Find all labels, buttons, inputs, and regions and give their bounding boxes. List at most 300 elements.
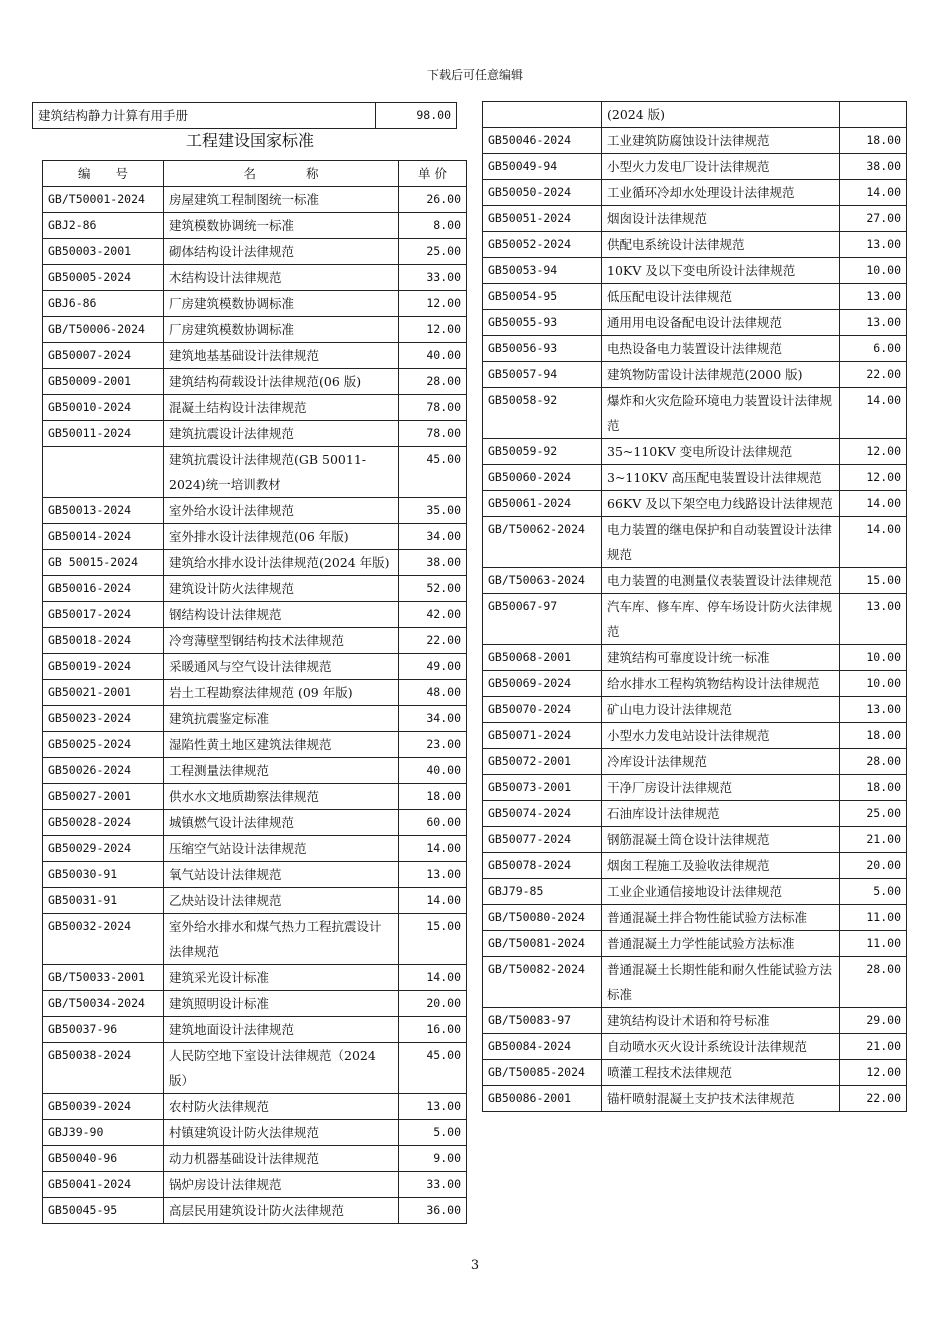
standard-price: 25.00 — [399, 239, 467, 265]
table-row — [483, 491, 907, 517]
standard-name: 给水排水工程构筑物结构设计法律规范 — [602, 671, 840, 697]
standard-name: 压缩空气站设计法律规范 — [164, 836, 399, 862]
standard-name: 普通混凝土拌合物性能试验方法标准 — [602, 905, 840, 931]
table-row — [43, 810, 467, 836]
table-row — [483, 671, 907, 697]
table-row — [483, 362, 907, 388]
standard-code: GB50019-2024 — [43, 654, 164, 680]
standard-name: 汽车库、修车库、停车场设计防火法律规范 — [602, 594, 840, 645]
table-row — [43, 1017, 467, 1043]
table-row — [43, 991, 467, 1017]
standard-price: 8.00 — [399, 213, 467, 239]
standard-price: 38.00 — [399, 550, 467, 576]
section-title: 工程建设国家标准 — [185, 131, 314, 150]
column-header-code: 编 号 — [43, 161, 164, 187]
standard-name: 烟囱工程施工及验收法律规范 — [602, 853, 840, 879]
standard-code: GB50050-2024 — [483, 180, 602, 206]
table-row — [483, 180, 907, 206]
standard-name: 建筑物防雷设计法律规范(2000 版) — [602, 362, 840, 388]
standard-code: GB50009-2001 — [43, 369, 164, 395]
standard-name: 矿山电力设计法律规范 — [602, 697, 840, 723]
standard-code: GB50068-2001 — [483, 645, 602, 671]
standard-code: GB50041-2024 — [43, 1172, 164, 1198]
table-row — [483, 723, 907, 749]
standard-price: 45.00 — [399, 1043, 467, 1094]
standard-code: GB50049-94 — [483, 154, 602, 180]
standard-price: 9.00 — [399, 1146, 467, 1172]
standard-price: 48.00 — [399, 680, 467, 706]
standard-code: GB50038-2024 — [43, 1043, 164, 1094]
table-row — [483, 388, 907, 439]
standard-name: 钢筋混凝土筒仓设计法律规范 — [602, 827, 840, 853]
table-row — [483, 827, 907, 853]
standard-name: 房屋建筑工程制图统一标准 — [164, 187, 399, 213]
standard-price: 34.00 — [399, 706, 467, 732]
standard-code: GB50055-93 — [483, 310, 602, 336]
standard-code: GB50031-91 — [43, 888, 164, 914]
standard-price: 14.00 — [399, 836, 467, 862]
standard-price: 33.00 — [399, 265, 467, 291]
standard-price: 13.00 — [399, 1094, 467, 1120]
standard-price: 5.00 — [399, 1120, 467, 1146]
table-row — [43, 680, 467, 706]
standard-name: 人民防空地下室设计法律规范（2024 版） — [164, 1043, 399, 1094]
standard-name: 自动喷水灭火设计系统设计法律规范 — [602, 1034, 840, 1060]
standard-name: 高层民用建筑设计防火法律规范 — [164, 1198, 399, 1224]
standard-name: 建筑设计防火法律规范 — [164, 576, 399, 602]
standard-price: 78.00 — [399, 395, 467, 421]
standard-name: 氧气站设计法律规范 — [164, 862, 399, 888]
table-row — [483, 310, 907, 336]
table-row — [43, 602, 467, 628]
standard-price: 28.00 — [840, 957, 907, 1008]
standard-code: GB50027-2001 — [43, 784, 164, 810]
table-row — [43, 706, 467, 732]
table-header-row — [43, 161, 467, 187]
standard-code: GB50045-95 — [43, 1198, 164, 1224]
standard-price: 5.00 — [840, 879, 907, 905]
standard-code: GBJ6-86 — [43, 291, 164, 317]
standard-code: GB50040-96 — [43, 1146, 164, 1172]
standard-price: 35.00 — [399, 498, 467, 524]
table-row — [43, 654, 467, 680]
standard-price: 13.00 — [840, 594, 907, 645]
standard-price: 12.00 — [840, 1060, 907, 1086]
standard-code — [43, 447, 164, 498]
standard-code: GB50084-2024 — [483, 1034, 602, 1060]
standard-name: 35~110KV 变电所设计法律规范 — [602, 439, 840, 465]
standards-list-right — [483, 102, 907, 1112]
standard-price: 18.00 — [399, 784, 467, 810]
table-row — [43, 1172, 467, 1198]
standard-name: 3~110KV 高压配电装置设计法律规范 — [602, 465, 840, 491]
table-row — [483, 154, 907, 180]
standard-code: GBJ39-90 — [43, 1120, 164, 1146]
table-row — [483, 1008, 907, 1034]
standard-code: GB/T50001-2024 — [43, 187, 164, 213]
standard-name: 厂房建筑模数协调标准 — [164, 317, 399, 343]
standard-name: 普通混凝土长期性能和耐久性能试验方法标准 — [602, 957, 840, 1008]
standard-price: 14.00 — [840, 180, 907, 206]
standard-code: GB50005-2024 — [43, 265, 164, 291]
standard-code: GB/T50062-2024 — [483, 517, 602, 568]
standards-table-right — [482, 101, 907, 1112]
standard-code: GB50053-94 — [483, 258, 602, 284]
standard-code: GB50059-92 — [483, 439, 602, 465]
table-row — [483, 439, 907, 465]
standard-code: GB50054-95 — [483, 284, 602, 310]
standard-code: GB50072-2001 — [483, 749, 602, 775]
standard-price: 10.00 — [840, 645, 907, 671]
standard-price: 28.00 — [840, 749, 907, 775]
table-row — [43, 1146, 467, 1172]
standard-name: 室外给水排水和煤气热力工程抗震设计法律规范 — [164, 914, 399, 965]
column-header-price: 单 价 — [399, 161, 467, 187]
standard-code: GB50061-2024 — [483, 491, 602, 517]
page-number: 3 — [470, 1258, 480, 1273]
standard-code: GB50014-2024 — [43, 524, 164, 550]
standard-name: 室外给水设计法律规范 — [164, 498, 399, 524]
table-row — [43, 213, 467, 239]
standard-name: 采暖通风与空气设计法律规范 — [164, 654, 399, 680]
table-row — [43, 421, 467, 447]
standard-price: 27.00 — [840, 206, 907, 232]
standard-code: GB50037-96 — [43, 1017, 164, 1043]
standard-code: GB50016-2024 — [43, 576, 164, 602]
standard-code: GB50039-2024 — [43, 1094, 164, 1120]
table-row — [483, 258, 907, 284]
table-row — [43, 1198, 467, 1224]
table-row — [43, 1120, 467, 1146]
table-row — [483, 775, 907, 801]
book-price: 98.00 — [376, 103, 457, 129]
table-row — [483, 594, 907, 645]
standard-name: 工业循环冷却水处理设计法律规范 — [602, 180, 840, 206]
standard-price: 21.00 — [840, 827, 907, 853]
standards-list-left — [43, 187, 467, 1224]
standard-name: 供配电系统设计法律规范 — [602, 232, 840, 258]
standard-name: 工业建筑防腐蚀设计法律规范 — [602, 128, 840, 154]
standard-price: 18.00 — [840, 723, 907, 749]
table-row — [483, 1034, 907, 1060]
standard-name: 农村防火法律规范 — [164, 1094, 399, 1120]
standard-name: 小型火力发电厂设计法律规范 — [602, 154, 840, 180]
table-row — [483, 284, 907, 310]
standard-name: 供水水文地质勘察法律规范 — [164, 784, 399, 810]
standard-price: 16.00 — [399, 1017, 467, 1043]
standard-price: 13.00 — [840, 697, 907, 723]
standard-price: 33.00 — [399, 1172, 467, 1198]
table-row — [43, 1094, 467, 1120]
standard-name: 10KV 及以下变电所设计法律规范 — [602, 258, 840, 284]
table-row — [483, 957, 907, 1008]
standard-price: 34.00 — [399, 524, 467, 550]
standard-price: 12.00 — [840, 439, 907, 465]
table-row — [43, 836, 467, 862]
standard-code: GB50010-2024 — [43, 395, 164, 421]
standard-code: GB50057-94 — [483, 362, 602, 388]
standard-price: 26.00 — [399, 187, 467, 213]
standard-code: GB50017-2024 — [43, 602, 164, 628]
standard-code: GB50013-2024 — [43, 498, 164, 524]
standard-name: 岩土工程勘察法律规范 (09 年版) — [164, 680, 399, 706]
standard-price: 15.00 — [399, 914, 467, 965]
table-row — [43, 369, 467, 395]
table-row — [483, 102, 907, 128]
standard-name: 爆炸和火灾危险环境电力装置设计法律规范 — [602, 388, 840, 439]
standard-code: GB50073-2001 — [483, 775, 602, 801]
standard-code: GB/T50080-2024 — [483, 905, 602, 931]
table-row — [483, 568, 907, 594]
standard-price: 42.00 — [399, 602, 467, 628]
standard-price: 14.00 — [399, 965, 467, 991]
standard-name: 建筑给水排水设计法律规范(2024 年版) — [164, 550, 399, 576]
standard-name: 乙炔站设计法律规范 — [164, 888, 399, 914]
standard-name: 钢结构设计法律规范 — [164, 602, 399, 628]
standard-name: 工程测量法律规范 — [164, 758, 399, 784]
standard-code: GB50021-2001 — [43, 680, 164, 706]
table-row — [43, 265, 467, 291]
standard-price: 12.00 — [399, 317, 467, 343]
table-row — [43, 576, 467, 602]
standard-price: 15.00 — [840, 568, 907, 594]
table-row — [43, 395, 467, 421]
standard-price: 22.00 — [399, 628, 467, 654]
standard-name: 建筑模数协调统一标准 — [164, 213, 399, 239]
standard-code: GB50011-2024 — [43, 421, 164, 447]
standard-code: GB50018-2024 — [43, 628, 164, 654]
standard-name: 冷库设计法律规范 — [602, 749, 840, 775]
standard-name: 建筑采光设计标准 — [164, 965, 399, 991]
standard-name: 动力机器基础设计法律规范 — [164, 1146, 399, 1172]
table-row — [43, 447, 467, 498]
standard-code: GB50052-2024 — [483, 232, 602, 258]
standard-price: 6.00 — [840, 336, 907, 362]
standard-code: GB/T50034-2024 — [43, 991, 164, 1017]
book-name: 建筑结构静力计算有用手册 — [33, 103, 376, 129]
standard-code: GBJ2-86 — [43, 213, 164, 239]
standard-code: GB50051-2024 — [483, 206, 602, 232]
standard-name: 电力装置的电测量仪表装置设计法律规范 — [602, 568, 840, 594]
standard-code: GB50058-92 — [483, 388, 602, 439]
table-row — [43, 758, 467, 784]
standard-price: 25.00 — [840, 801, 907, 827]
standard-name: 混凝土结构设计法律规范 — [164, 395, 399, 421]
standard-name: 66KV 及以下架空电力线路设计法律规范 — [602, 491, 840, 517]
standard-code: GB/T50033-2001 — [43, 965, 164, 991]
standard-code: GB50078-2024 — [483, 853, 602, 879]
table-row — [483, 879, 907, 905]
standard-price: 40.00 — [399, 343, 467, 369]
standard-price: 22.00 — [840, 362, 907, 388]
table-row — [43, 343, 467, 369]
standard-code: GB50025-2024 — [43, 732, 164, 758]
standard-code: GB 50015-2024 — [43, 550, 164, 576]
standard-name: 厂房建筑模数协调标准 — [164, 291, 399, 317]
standard-name: 建筑照明设计标准 — [164, 991, 399, 1017]
table-row — [483, 1086, 907, 1112]
standard-price: 36.00 — [399, 1198, 467, 1224]
table-row — [483, 206, 907, 232]
table-row — [43, 888, 467, 914]
standard-price — [840, 102, 907, 128]
standard-price: 20.00 — [840, 853, 907, 879]
standard-name: 电力装置的继电保护和自动装置设计法律规范 — [602, 517, 840, 568]
standard-name: 建筑地基基础设计法律规范 — [164, 343, 399, 369]
standard-code: GB50032-2024 — [43, 914, 164, 965]
standard-name: 低压配电设计法律规范 — [602, 284, 840, 310]
standard-name: 电热设备电力装置设计法律规范 — [602, 336, 840, 362]
standard-code: GB50028-2024 — [43, 810, 164, 836]
table-row — [43, 524, 467, 550]
standard-price: 60.00 — [399, 810, 467, 836]
standard-code: GB50070-2024 — [483, 697, 602, 723]
standard-code: GB50030-91 — [43, 862, 164, 888]
standard-name: 城镇燃气设计法律规范 — [164, 810, 399, 836]
standard-price: 13.00 — [399, 862, 467, 888]
table-row — [483, 697, 907, 723]
standard-price: 20.00 — [399, 991, 467, 1017]
standard-code: GB/T50063-2024 — [483, 568, 602, 594]
standard-code: GB50086-2001 — [483, 1086, 602, 1112]
standard-price: 49.00 — [399, 654, 467, 680]
standard-name: 工业企业通信接地设计法律规范 — [602, 879, 840, 905]
standard-name: 干净厂房设计法律规范 — [602, 775, 840, 801]
standard-name: 小型水力发电站设计法律规范 — [602, 723, 840, 749]
standard-price: 11.00 — [840, 931, 907, 957]
standard-name: 砌体结构设计法律规范 — [164, 239, 399, 265]
table-row — [43, 187, 467, 213]
top-book-table — [32, 102, 457, 129]
standard-code: GB50077-2024 — [483, 827, 602, 853]
standard-name: 烟囱设计法律规范 — [602, 206, 840, 232]
table-row — [483, 336, 907, 362]
standard-code: GB/T50082-2024 — [483, 957, 602, 1008]
standard-name: 建筑结构荷载设计法律规范(06 版) — [164, 369, 399, 395]
table-row — [483, 465, 907, 491]
standard-price: 38.00 — [840, 154, 907, 180]
table-row — [43, 862, 467, 888]
table-row — [43, 317, 467, 343]
table-row — [43, 239, 467, 265]
table-row — [483, 801, 907, 827]
table-row — [483, 931, 907, 957]
table-row — [483, 128, 907, 154]
table-row — [43, 498, 467, 524]
standard-code — [483, 102, 602, 128]
table-row — [483, 645, 907, 671]
table-row — [43, 550, 467, 576]
standard-code: GB50069-2024 — [483, 671, 602, 697]
column-header-name: 名 称 — [164, 161, 399, 187]
standard-price: 10.00 — [840, 671, 907, 697]
table-row — [483, 853, 907, 879]
table-row — [483, 517, 907, 568]
standard-name: 建筑地面设计法律规范 — [164, 1017, 399, 1043]
standard-code: GB50056-93 — [483, 336, 602, 362]
standard-name: 建筑抗震鉴定标准 — [164, 706, 399, 732]
standard-code: GB50003-2001 — [43, 239, 164, 265]
table-row — [483, 749, 907, 775]
standard-name: 石油库设计法律规范 — [602, 801, 840, 827]
standard-price: 13.00 — [840, 284, 907, 310]
standard-name: 锚杆喷射混凝土支护技术法律规范 — [602, 1086, 840, 1112]
standard-code: GB50074-2024 — [483, 801, 602, 827]
standard-price: 40.00 — [399, 758, 467, 784]
standard-price: 10.00 — [840, 258, 907, 284]
standard-code: GB/T50085-2024 — [483, 1060, 602, 1086]
standard-price: 13.00 — [840, 232, 907, 258]
standard-price: 18.00 — [840, 775, 907, 801]
standard-code: GB50029-2024 — [43, 836, 164, 862]
standard-name: 室外排水设计法律规范(06 年版) — [164, 524, 399, 550]
standard-code: GBJ79-85 — [483, 879, 602, 905]
standard-name: 建筑结构设计术语和符号标准 — [602, 1008, 840, 1034]
table-row — [43, 291, 467, 317]
standard-code: GB50023-2024 — [43, 706, 164, 732]
standards-table-left — [42, 160, 467, 1224]
standard-price: 12.00 — [399, 291, 467, 317]
table-row — [33, 103, 457, 129]
standard-price: 14.00 — [399, 888, 467, 914]
standard-name: 木结构设计法律规范 — [164, 265, 399, 291]
standard-code: GB50060-2024 — [483, 465, 602, 491]
standard-code: GB/T50081-2024 — [483, 931, 602, 957]
standard-name: 喷灌工程技术法律规范 — [602, 1060, 840, 1086]
standard-price: 11.00 — [840, 905, 907, 931]
standard-name: 建筑抗震设计法律规范 — [164, 421, 399, 447]
table-row — [43, 1043, 467, 1094]
standard-name: 冷弯薄壁型钢结构技术法律规范 — [164, 628, 399, 654]
standard-code: GB50067-97 — [483, 594, 602, 645]
table-row — [483, 905, 907, 931]
standard-price: 21.00 — [840, 1034, 907, 1060]
standard-code: GB50007-2024 — [43, 343, 164, 369]
standard-price: 23.00 — [399, 732, 467, 758]
standard-name: 普通混凝土力学性能试验方法标准 — [602, 931, 840, 957]
table-row — [43, 732, 467, 758]
standard-price: 18.00 — [840, 128, 907, 154]
table-row — [43, 914, 467, 965]
standard-code: GB/T50006-2024 — [43, 317, 164, 343]
standard-name: 锅炉房设计法律规范 — [164, 1172, 399, 1198]
standard-price: 45.00 — [399, 447, 467, 498]
standard-price: 12.00 — [840, 465, 907, 491]
standard-price: 52.00 — [399, 576, 467, 602]
standard-price: 29.00 — [840, 1008, 907, 1034]
standard-code: GB/T50083-97 — [483, 1008, 602, 1034]
standard-code: GB50071-2024 — [483, 723, 602, 749]
standard-name: 村镇建筑设计防火法律规范 — [164, 1120, 399, 1146]
standard-name: 建筑抗震设计法律规范(GB 50011-2024)统一培训教材 — [164, 447, 399, 498]
standard-name: 湿陷性黄土地区建筑法律规范 — [164, 732, 399, 758]
table-row — [483, 1060, 907, 1086]
table-row — [43, 628, 467, 654]
standard-price: 14.00 — [840, 491, 907, 517]
header-note: 下载后可任意编辑 — [426, 68, 523, 82]
standard-price: 13.00 — [840, 310, 907, 336]
standard-price: 14.00 — [840, 517, 907, 568]
table-row — [43, 784, 467, 810]
standard-price: 22.00 — [840, 1086, 907, 1112]
standard-name: 建筑结构可靠度设计统一标准 — [602, 645, 840, 671]
standard-name: 通用用电设备配电设计法律规范 — [602, 310, 840, 336]
table-row — [483, 232, 907, 258]
standard-code: GB50046-2024 — [483, 128, 602, 154]
standard-price: 78.00 — [399, 421, 467, 447]
table-row — [43, 965, 467, 991]
standard-name: (2024 版) — [602, 102, 840, 128]
